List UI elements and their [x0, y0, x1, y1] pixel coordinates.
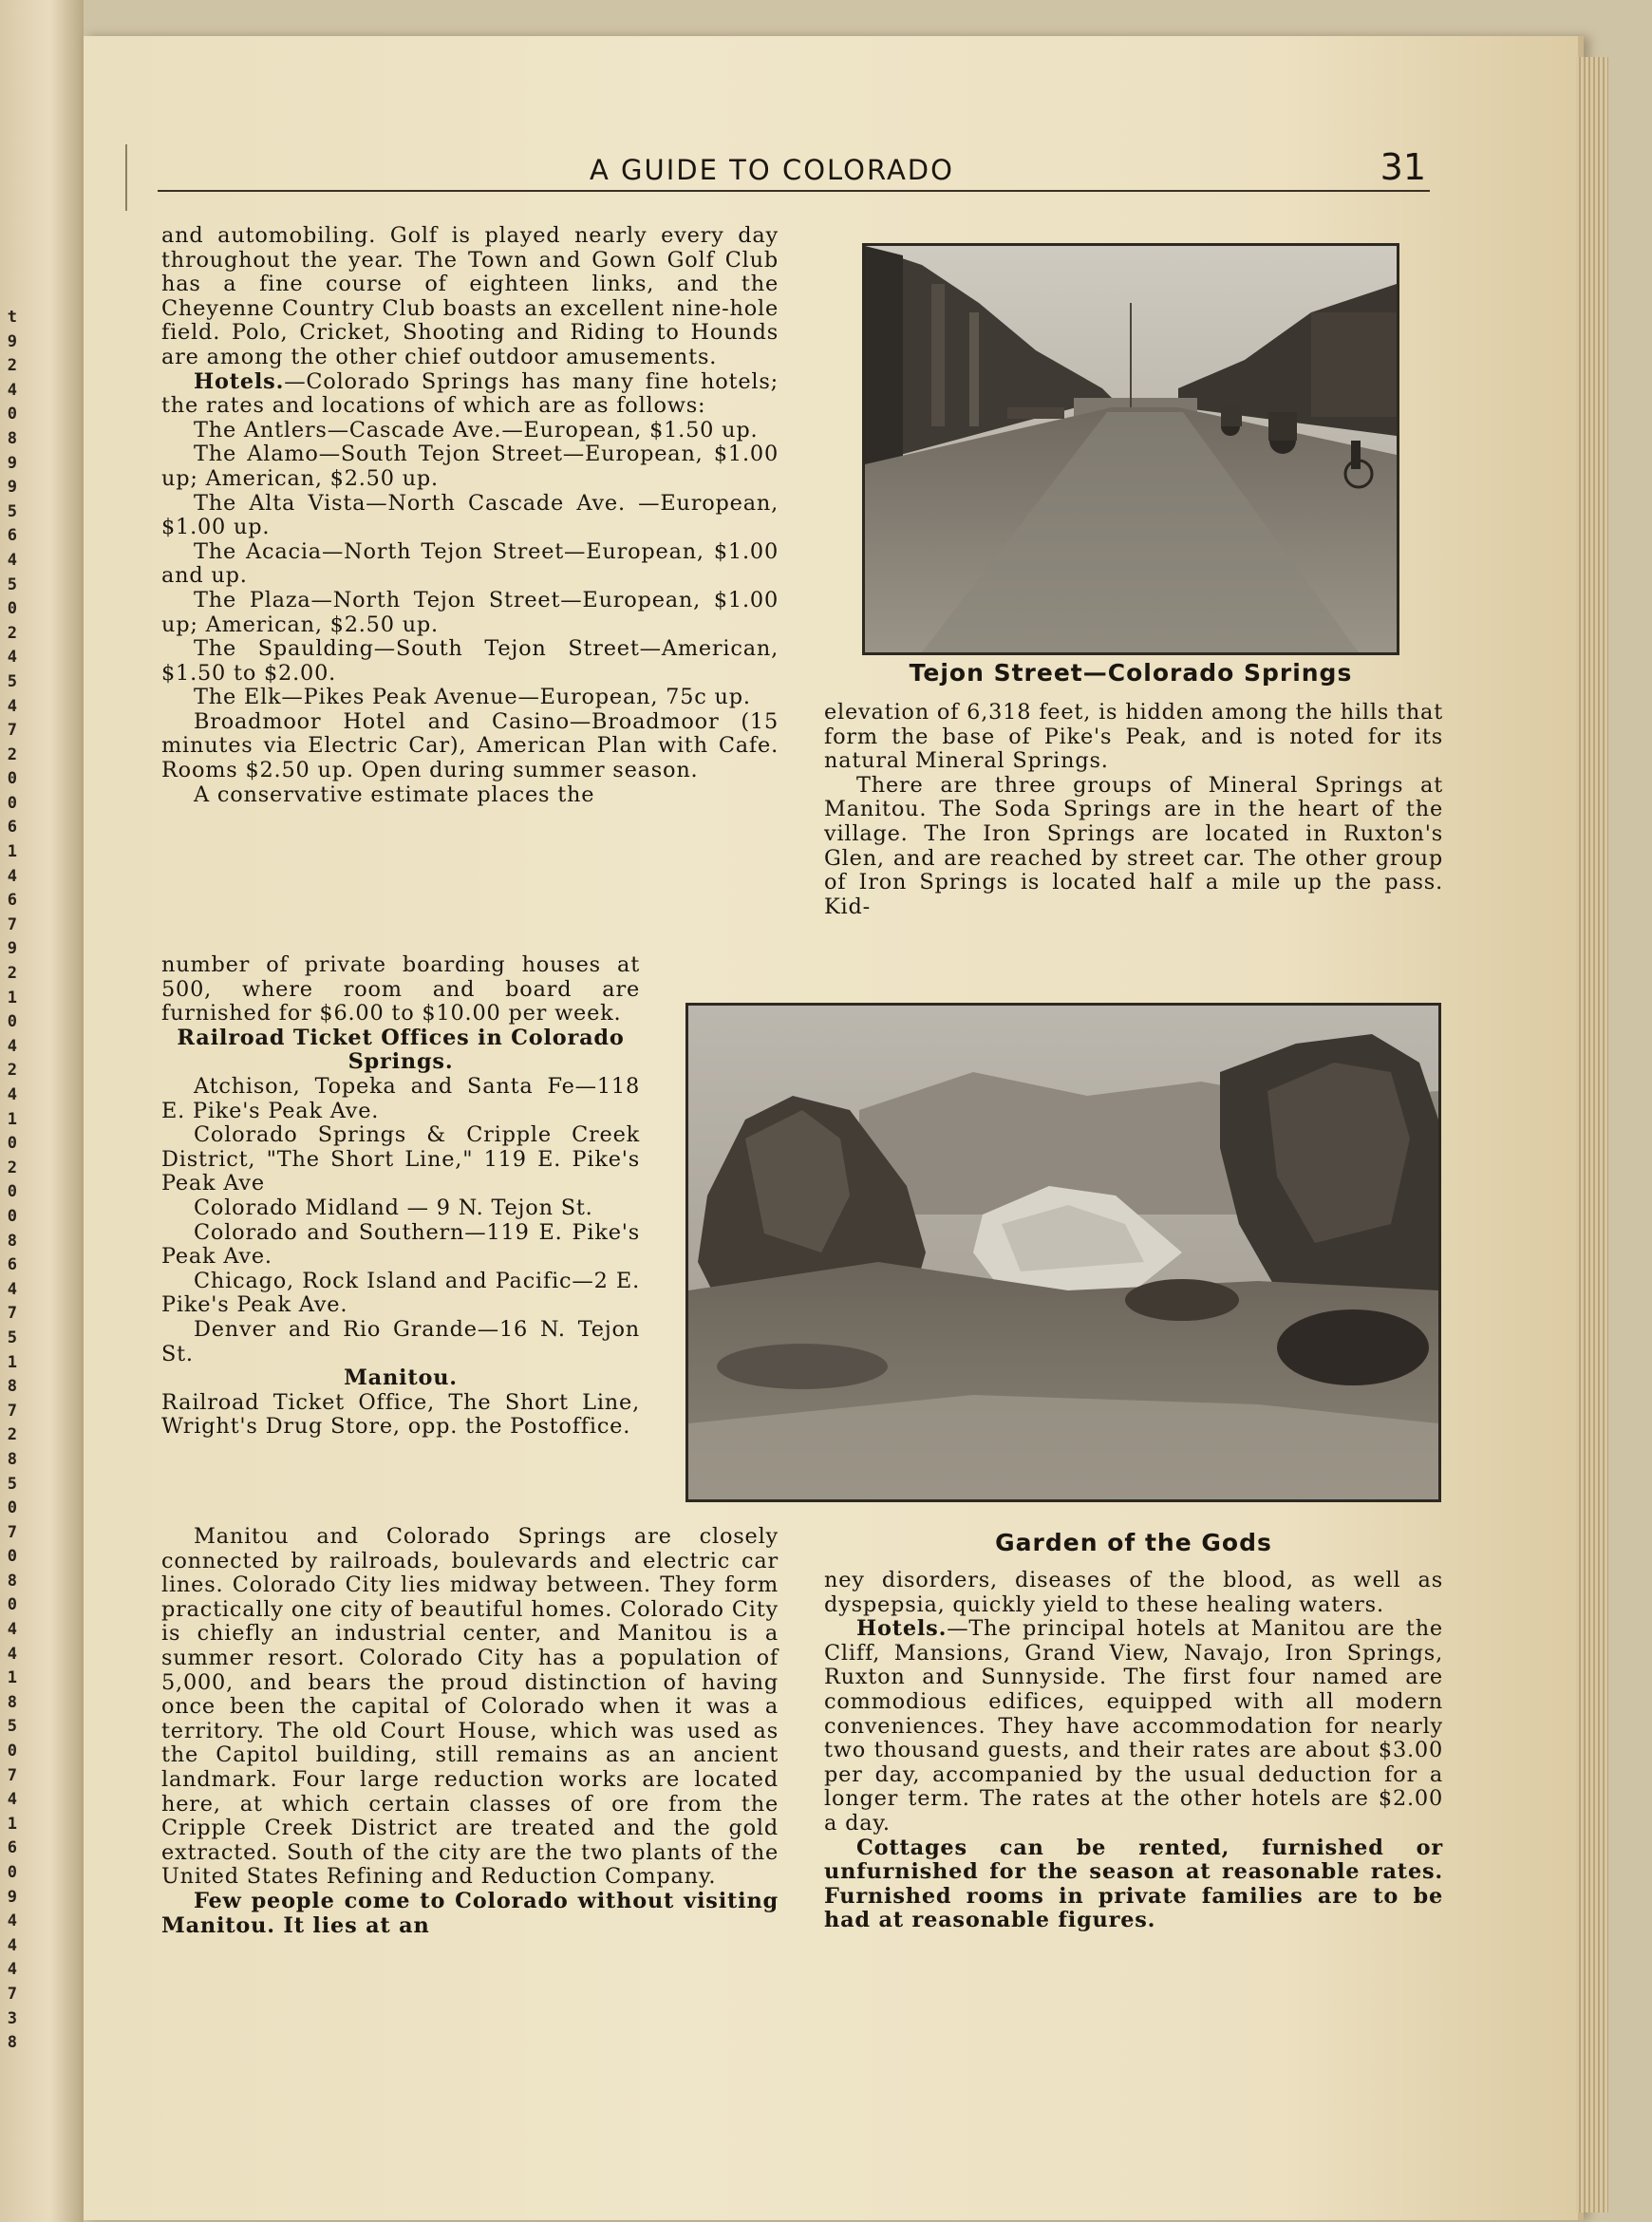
- paragraph-text: Colorado Midland — 9 N. Tejon St.: [194, 1195, 593, 1220]
- paragraph-text: Atchison, Topeka and Santa Fe—118 E. Pike's Peak Ave.: [161, 1073, 648, 1123]
- facing-page-number: 1: [7, 1814, 17, 1834]
- facing-page-number: 4: [7, 1960, 17, 1980]
- paragraph: [161, 368, 786, 419]
- paragraph: [161, 538, 786, 589]
- facing-page-number: 8: [7, 428, 17, 448]
- left-column-bottom-text: [161, 1524, 787, 1938]
- facing-page-number: 4: [7, 1085, 17, 1104]
- photo-tejon-street: [862, 243, 1399, 655]
- paragraph-text: ney disorders, diseases of the blood, as well as dyspepsia, quickly yield to these healing waters.: [824, 1568, 1451, 1617]
- facing-page-number: 4: [7, 866, 17, 886]
- facing-page-number: 0: [7, 769, 17, 789]
- facing-page-numbers: [0, 306, 17, 2056]
- paragraph-text: elevation of 6,318 feet, is hidden among the hills that form the base of Pike's Peak, and is noted for its natural Mineral Springs.: [824, 700, 1451, 774]
- paragraph: [161, 636, 786, 686]
- facing-page-number: 2: [7, 1158, 17, 1177]
- facing-page-number: 4: [7, 1620, 17, 1640]
- right-column-top-text: [824, 700, 1451, 919]
- paragraph: [161, 783, 779, 808]
- facing-page-number: 4: [7, 1644, 17, 1664]
- facing-page-number: 4: [7, 550, 17, 570]
- facing-page-number: 7: [7, 1304, 17, 1324]
- facing-page-number: 7: [7, 1522, 17, 1542]
- paragraph: [161, 952, 648, 1026]
- paragraph: [161, 587, 786, 637]
- paragraph: [161, 1524, 786, 1890]
- paragraph: [161, 1073, 648, 1123]
- paragraph-text: —The principal hotels at Manitou are the Cliff, Mansions, Grand View, Navajo, Iron Springs, Ruxton and Sunnyside. The first four named are commodious edifices, equipped with all modern conveniences. They have accommodation for nearly two thousand guests, and their rates are about $3.00 per day, accompanied by the usual deduction for a longer term. The rates at the other hotels are $2.00 a day.: [824, 1616, 1451, 1836]
- paragraph-text: The Plaza—North Tejon Street—European, $1.00 up; American, $2.50 up.: [161, 587, 786, 637]
- facing-page-number: 4: [7, 380, 17, 400]
- facing-page-number: 1: [7, 988, 17, 1007]
- paragraph-text: —Colorado Springs has many fine hotels; the rates and locations of which are as follows:: [161, 368, 786, 419]
- facing-page-number: 0: [7, 1742, 17, 1761]
- facing-page-number: 0: [7, 1182, 17, 1202]
- paragraph-text: The Alamo—South Tejon Street—European, $1.00 up; American, $2.50 up.: [161, 442, 786, 491]
- facing-page-number: 1: [7, 1109, 17, 1129]
- facing-page-number: 8: [7, 1231, 17, 1251]
- page-stack-edge: [1576, 57, 1608, 2213]
- page-number: 31: [1380, 146, 1426, 188]
- paragraph-text: Manitou and Colorado Springs are closely connected by railroads, boulevards and electric car lines. Colorado City lies midway between. They form practically one city of beautiful homes. Colorado City is chiefly an industrial center, and Manitou is a summer resort. Colorado City has a population of 5,000, and bears the proud distinction of having once been the capital of Colorado when it was a territory. The old Court House, which was used as the Capitol building, still remains as an ancient landmark. Four large reduction works are located here, at which certain classes of ore from the Cripple Creek District are treated and the gold extracted. South of the city are the two plants of the United States Refining and Reduction Company.: [161, 1524, 786, 1890]
- photo-garden-of-the-gods: [685, 1003, 1441, 1502]
- facing-page-number: 6: [7, 1838, 17, 1858]
- paragraph: [161, 419, 779, 443]
- facing-page-number: 9: [7, 1887, 17, 1907]
- facing-page-number: 8: [7, 1692, 17, 1712]
- paragraph: [161, 1196, 640, 1221]
- facing-page-number: 7: [7, 1984, 17, 2004]
- caption-tejon-street: Tejon Street—Colorado Springs: [909, 659, 1353, 687]
- facing-page-number: 6: [7, 526, 17, 546]
- paragraph: [161, 1268, 648, 1318]
- facing-page-number: 7: [7, 914, 17, 934]
- facing-page-number: 4: [7, 648, 17, 668]
- facing-page-number: 4: [7, 1911, 17, 1931]
- facing-page-number: 2: [7, 744, 17, 764]
- facing-page-number: 0: [7, 599, 17, 619]
- left-column-top-text: [161, 223, 786, 807]
- facing-page-number: 0: [7, 1012, 17, 1032]
- facing-page-number: 8: [7, 1571, 17, 1591]
- facing-page-number: 9: [7, 478, 17, 498]
- gutter-mark: [125, 144, 127, 211]
- paragraph: [161, 1219, 648, 1270]
- facing-page-number: 1: [7, 1668, 17, 1688]
- paragraph: [161, 686, 779, 710]
- run-in-heading: Hotels.: [194, 368, 285, 394]
- facing-page-number: 2: [7, 623, 17, 643]
- paragraph-text: Chicago, Rock Island and Pacific—2 E. Pike's Peak Ave.: [161, 1268, 648, 1318]
- facing-page-number: 2: [7, 1425, 17, 1445]
- facing-page-number: 6: [7, 1255, 17, 1275]
- facing-page-number: 7: [7, 721, 17, 741]
- facing-page-number: 1: [7, 842, 17, 862]
- facing-page-number: 2: [7, 356, 17, 376]
- paragraph: [161, 442, 786, 491]
- facing-page-number: 8: [7, 1449, 17, 1469]
- facing-page-number: 7: [7, 1765, 17, 1785]
- paragraph-text: There are three groups of Mineral Springs at Manitou. The Soda Springs are in the heart of the village. The Iron Springs are located in Ruxton's Glen, and are reached by street car. The other group of Iron Springs is located half a mile up the pass. Kid-: [824, 772, 1451, 919]
- facing-page-number: 8: [7, 1377, 17, 1397]
- paragraph: [824, 772, 1451, 920]
- paragraph-text: Cottages can be rented, furnished or unfurnished for the season at reasonable rates. Furnished rooms in private families are to be had at reasonable figures.: [824, 1835, 1452, 1933]
- facing-page-number: t: [7, 308, 17, 327]
- paragraph: [161, 1888, 787, 1938]
- paragraph: [161, 223, 786, 370]
- facing-page-number: 0: [7, 1206, 17, 1226]
- running-head: [158, 148, 1430, 192]
- facing-page-number: 5: [7, 671, 17, 691]
- facing-page-number: 6: [7, 818, 17, 838]
- facing-page-number: 2: [7, 1061, 17, 1081]
- paragraph: [161, 1316, 648, 1366]
- paragraph-text: Few people come to Colorado without visiting Manitou. It lies at an: [161, 1888, 787, 1938]
- section-heading: Railroad Ticket Offices in Colorado Springs.: [177, 1025, 633, 1075]
- facing-page-number: 9: [7, 331, 17, 351]
- paragraph: [824, 1616, 1451, 1836]
- facing-page-number: 0: [7, 405, 17, 424]
- facing-page-number: 5: [7, 501, 17, 521]
- facing-page-number: 9: [7, 453, 17, 473]
- facing-page-number: 0: [7, 1595, 17, 1615]
- paragraph: [161, 1389, 648, 1440]
- rock-formation-image: [688, 1006, 1438, 1499]
- paragraph-text: Broadmoor Hotel and Casino—Broadmoor (15 minutes via Electric Car), American Plan with Cafe. Rooms $2.50 up. Open during summer season.: [161, 708, 786, 783]
- paragraph-text: Colorado Springs & Cripple Creek District, "The Short Line," 119 E. Pike's Peak Ave: [161, 1122, 648, 1196]
- facing-page-number: 4: [7, 1935, 17, 1955]
- paragraph: [824, 1835, 1452, 1933]
- caption-garden-of-the-gods: Garden of the Gods: [995, 1529, 1272, 1556]
- facing-page-number: 1: [7, 1352, 17, 1372]
- facing-page-number: 4: [7, 1279, 17, 1299]
- section-heading: Manitou.: [344, 1365, 458, 1391]
- facing-page-number: 4: [7, 1790, 17, 1810]
- paragraph-text: A conservative estimate places the: [194, 781, 595, 807]
- facing-page-number: 3: [7, 2008, 17, 2028]
- run-in-heading: Hotels.: [856, 1616, 948, 1642]
- facing-page-number: 4: [7, 696, 17, 716]
- paragraph-text: The Antlers—Cascade Ave.—European, $1.50 up.: [194, 417, 759, 443]
- paragraph-text: The Spaulding—South Tejon Street—American, $1.50 to $2.00.: [161, 636, 786, 686]
- facing-page-number: 2: [7, 964, 17, 984]
- paragraph-text: Colorado and Southern—119 E. Pike's Peak Ave.: [161, 1219, 648, 1270]
- facing-page-number: 7: [7, 1401, 17, 1421]
- facing-page-number: 5: [7, 1474, 17, 1494]
- facing-page-number: 8: [7, 2033, 17, 2053]
- running-title: A GUIDE TO COLORADO: [590, 154, 954, 186]
- facing-page-number: 0: [7, 1863, 17, 1882]
- facing-page-number: 6: [7, 891, 17, 911]
- right-column-bottom-text: [824, 1568, 1452, 1933]
- street-scene-image: [865, 246, 1397, 652]
- paragraph: [161, 708, 786, 783]
- paragraph-text: The Alta Vista—North Cascade Ave. —European, $1.00 up.: [161, 490, 786, 540]
- facing-page-number: 5: [7, 1717, 17, 1737]
- facing-page-number: 0: [7, 793, 17, 813]
- facing-page-number: 0: [7, 1547, 17, 1567]
- paragraph-text: The Elk—Pikes Peak Avenue—European, 75c up.: [194, 685, 751, 710]
- paragraph-text: The Acacia—North Tejon Street—European, $1.00 and up.: [161, 538, 786, 589]
- paragraph-text: Railroad Ticket Office, The Short Line, Wright's Drug Store, opp. the Postoffice.: [161, 1389, 648, 1440]
- paragraph: [161, 490, 786, 540]
- facing-page-number: 0: [7, 1134, 17, 1154]
- facing-page-number: 5: [7, 574, 17, 594]
- paragraph: [161, 1122, 648, 1196]
- left-column-mid-text: [161, 952, 648, 1440]
- paragraph-text: Denver and Rio Grande—16 N. Tejon St.: [161, 1316, 648, 1366]
- facing-page-number: 4: [7, 1036, 17, 1056]
- facing-page-number: 5: [7, 1328, 17, 1347]
- facing-page-number: 0: [7, 1498, 17, 1518]
- paragraph: [824, 1568, 1451, 1617]
- facing-page-number: 9: [7, 939, 17, 959]
- paragraph-text: and automobiling. Golf is played nearly every day throughout the year. The Town and Gown Golf Club has a fine course of eighteen links, and the Cheyenne Country Club boasts an excellent nine-hole field. Polo, Cricket, Shooting and Riding to Hounds are among the other chief outdoor amusements.: [161, 223, 786, 369]
- paragraph-text: number of private boarding houses at 500, where room and board are furnished for $6.00 to $10.00 per week.: [161, 952, 648, 1026]
- paragraph: [824, 700, 1451, 774]
